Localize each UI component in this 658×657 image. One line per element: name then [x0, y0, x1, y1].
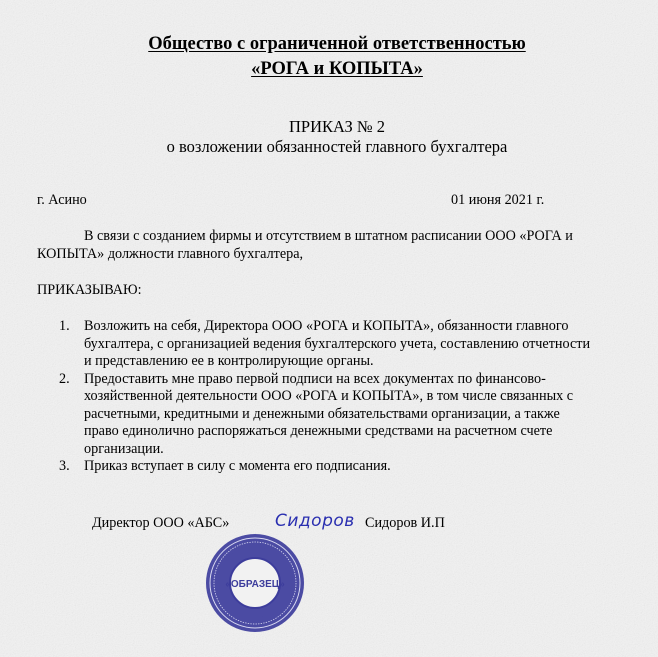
list-item	[56, 371, 646, 459]
decree-word: ПРИКАЗЫВАЮ:	[37, 282, 142, 298]
item-number: 1.	[59, 318, 70, 334]
item-line: бухгалтера, с организацией ведения бухгалтерского учета, составлению отчетности	[84, 335, 591, 352]
item-line: Предоставить мне право первой подписи на всех документах по финансово-	[84, 370, 546, 387]
stamp-center-text: «ОБРАЗЕЦ»	[225, 579, 285, 590]
order-date: 01 июня 2021 г.	[451, 192, 545, 208]
order-items-list	[56, 318, 646, 476]
order-title: ПРИКАЗ № 2	[288, 117, 386, 136]
signoff-position: Директор ООО «АБС»	[92, 515, 230, 531]
item-number: 2.	[59, 370, 70, 387]
order-place: г. Асино	[37, 192, 87, 208]
preamble-line-1: В связи с созданием фирмы и отсутствием в штатном расписании ООО «РОГА и	[84, 228, 573, 244]
list-item	[56, 458, 646, 476]
item-line: Приказ вступает в силу с момента его подписания.	[84, 458, 391, 474]
item-line: хозяйственной деятельности ООО «РОГА и КОПЫТА», в том числе связанных с	[84, 388, 574, 404]
item-line: расчетными, кредитными и денежными обязательствами организации, а также	[84, 405, 560, 422]
signoff-name: Сидоров И.П	[365, 515, 445, 531]
item-line: Возложить на себя, Директора ООО «РОГА и КОПЫТА», обязанности главного	[84, 318, 569, 334]
company-stamp	[204, 532, 306, 634]
handwritten-signature: Сидоров	[275, 511, 355, 531]
item-line: организации.	[84, 440, 164, 457]
order-subtitle: о возложении обязанностей главного бухгалтера	[166, 137, 508, 156]
preamble-line-2: КОПЫТА» должности главного бухгалтера,	[37, 246, 304, 262]
item-number: 3.	[59, 458, 70, 474]
item-line: и представлению ее в контролирующие органы.	[84, 353, 374, 369]
item-line: право единолично распоряжаться денежными средствами на расчетном счете	[84, 423, 553, 439]
list-item	[56, 318, 646, 371]
company-name-line1: Общество с ограниченной ответственностью	[148, 34, 526, 54]
company-name-line2: «РОГА и КОПЫТА»	[251, 59, 423, 79]
